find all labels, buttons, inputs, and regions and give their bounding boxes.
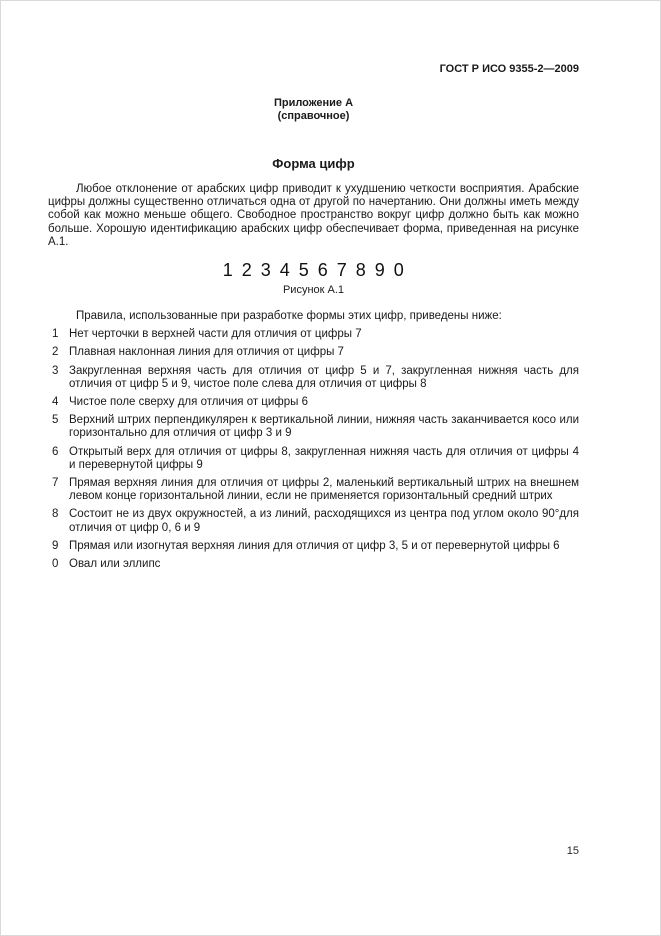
appendix-block — [48, 97, 579, 123]
intro-paragraph: Любое отклонение от арабских цифр приводит к ухудшению четкости восприятия. Арабские цифры должны существенно отличаться одна от другой по начертанию. Они должны иметь между собой как можно меньше общего. Свободное пространство вокруг цифр должно быть как можно больше. Хорошую идентификацию арабских цифр обеспечивает форма, приведенная на рисунке А.1. — [48, 183, 579, 248]
rule-item-text: Открытый верх для отличия от цифры 8, закругленная нижняя часть для отличия от цифры 4 и перевернутой цифры 9 — [69, 445, 579, 471]
rules-list — [48, 328, 579, 571]
rule-item-text: Чистое поле сверху для отличия от цифры 6 — [69, 396, 309, 409]
rule-item-text: Нет черточки в верхней части для отличия от цифры 7 — [69, 328, 362, 341]
rule-item — [48, 365, 579, 391]
rule-item — [48, 396, 579, 409]
rule-item-text: Закругленная верхняя часть для отличия от цифр 5 и 7, закругленная нижняя часть для отличия от цифр 5 и 9, чистое поле слева для отличия от цифры 8 — [69, 364, 579, 390]
appendix-title: Приложение А — [273, 97, 354, 109]
rule-item-number: 3 — [52, 364, 59, 377]
rule-item-number: 5 — [52, 414, 59, 427]
rule-item — [48, 477, 579, 503]
rule-item-number: 6 — [52, 445, 59, 458]
page-number: 15 — [566, 845, 579, 857]
rule-item-text: Овал или эллипс — [69, 558, 161, 571]
document-header: ГОСТ Р ИСО 9355-2—2009 — [439, 63, 579, 75]
appendix-subtitle: (справочное) — [277, 110, 350, 122]
rule-item-text: Плавная наклонная линия для отличия от цифры 7 — [69, 346, 344, 359]
rule-item — [48, 558, 579, 571]
rules-intro: Правила, использованные при разработке формы этих цифр, приведены ниже: — [76, 310, 502, 323]
rule-item — [48, 446, 579, 472]
rule-item-number: 8 — [52, 508, 59, 521]
rule-item-number: 4 — [52, 396, 59, 409]
figure-caption: Рисунок А.1 — [282, 284, 345, 297]
rule-item-text: Верхний штрих перпендикулярен к вертикальной линии, нижняя часть заканчивается косо или горизонтально для отличия от цифр 3 и 9 — [69, 414, 579, 440]
rule-item-number: 2 — [52, 346, 59, 359]
rule-item-number: 7 — [52, 477, 59, 490]
figure-digits: 1 2 3 4 5 6 7 8 9 0 — [222, 260, 405, 281]
rule-item-number: 0 — [52, 558, 59, 571]
rule-item-text: Прямая или изогнутая верхняя линия для отличия от цифр 3, 5 и от перевернутой цифры 6 — [69, 539, 560, 552]
rule-item — [48, 508, 579, 534]
rule-item-text: Состоит не из двух окружностей, а из линий, расходящихся из центра под углом около 90°для отличия от цифр 0, 6 и 9 — [69, 508, 579, 534]
rule-item-text: Прямая верхняя линия для отличия от цифры 2, маленький вертикальный штрих на внешнем левом конце горизонтальной линии, если не применяется горизонтальный средний штрих — [69, 477, 579, 503]
rule-item — [48, 346, 579, 359]
section-title: Форма цифр — [272, 156, 355, 171]
rule-item — [48, 414, 579, 440]
rule-item-number: 9 — [52, 539, 59, 552]
rule-item-number: 1 — [52, 328, 59, 341]
rule-item — [48, 540, 579, 553]
rule-item — [48, 328, 579, 341]
